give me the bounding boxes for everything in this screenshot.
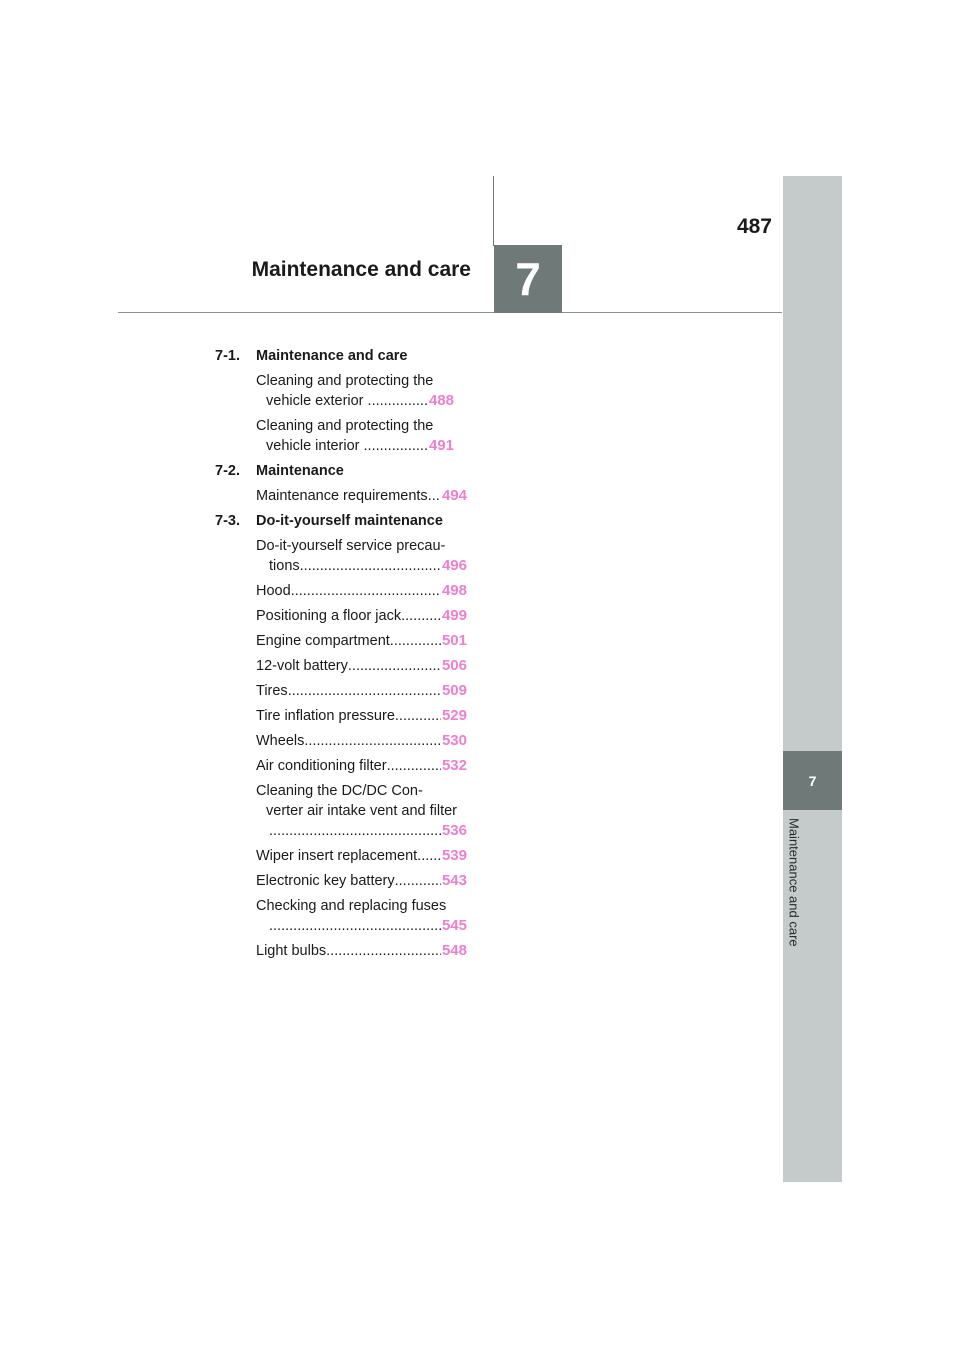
toc-entry[interactable] bbox=[256, 606, 467, 626]
toc-entry-title: Electronic key battery bbox=[256, 873, 395, 889]
toc-entry-title: 12-volt battery bbox=[256, 658, 348, 674]
section-number: 7-2. bbox=[215, 463, 240, 479]
toc-entry-title: Light bulbs bbox=[256, 943, 327, 959]
dot-leader bbox=[291, 581, 441, 601]
table-of-contents bbox=[215, 346, 467, 966]
toc-page-link[interactable]: 532 bbox=[441, 757, 467, 774]
toc-entry-title: Cleaning and protecting the bbox=[256, 418, 434, 434]
toc-entry[interactable] bbox=[256, 681, 467, 701]
header-horizontal-rule bbox=[118, 312, 782, 313]
toc-entry[interactable] bbox=[256, 871, 467, 891]
dot-leader bbox=[395, 706, 441, 726]
toc-page-link[interactable]: 496 bbox=[441, 557, 467, 574]
toc-entry-title: Wheels bbox=[256, 733, 305, 749]
side-tab bbox=[783, 176, 842, 1182]
toc-entry-title: Cleaning and protecting the bbox=[256, 373, 434, 389]
toc-page-link[interactable]: 509 bbox=[441, 682, 467, 699]
toc-section-heading[interactable] bbox=[215, 511, 467, 531]
toc-page-link[interactable]: 545 bbox=[441, 917, 467, 934]
toc-entry-title: Maintenance requirements bbox=[256, 488, 428, 504]
toc-entry-title: Air conditioning filter bbox=[256, 758, 387, 774]
toc-entry-title: Engine compartment bbox=[256, 633, 390, 649]
dot-leader bbox=[395, 871, 441, 891]
toc-entry-title-cont: vehicle interior ................ bbox=[266, 438, 428, 454]
toc-page-link[interactable]: 536 bbox=[441, 822, 467, 839]
toc-section-heading[interactable] bbox=[215, 461, 467, 481]
dot-leader bbox=[288, 681, 441, 701]
toc-entry-title: Tires bbox=[256, 683, 288, 699]
side-tab-chapter-number[interactable]: 7 bbox=[783, 751, 842, 810]
toc-page-link[interactable]: 491 bbox=[428, 437, 455, 454]
section-title: Maintenance bbox=[256, 463, 344, 479]
section-number: 7-1. bbox=[215, 348, 240, 364]
dot-leader bbox=[304, 731, 441, 751]
toc-entry-title: Wiper insert replacement bbox=[256, 848, 418, 864]
dot-leader bbox=[428, 486, 441, 506]
dot-leader bbox=[269, 821, 441, 841]
toc-page-link[interactable]: 543 bbox=[441, 872, 467, 889]
dot-leader bbox=[269, 916, 441, 936]
toc-entry-title: Tire inflation pressure bbox=[256, 708, 395, 724]
toc-entry-title-cont: vehicle exterior ............... bbox=[266, 393, 428, 409]
toc-entry[interactable] bbox=[256, 756, 467, 776]
toc-page-link[interactable]: 548 bbox=[441, 942, 467, 959]
toc-entry[interactable] bbox=[256, 706, 467, 726]
toc-page-link[interactable]: 498 bbox=[441, 582, 467, 599]
toc-entry[interactable] bbox=[256, 731, 467, 751]
toc-page-link[interactable]: 501 bbox=[441, 632, 467, 649]
dot-leader bbox=[348, 656, 441, 676]
toc-entry[interactable] bbox=[256, 941, 467, 961]
toc-page-link[interactable]: 506 bbox=[441, 657, 467, 674]
section-number: 7-3. bbox=[215, 513, 240, 529]
chapter-title: Maintenance and care bbox=[251, 258, 471, 281]
toc-entry-title: Cleaning the DC/DC Con- bbox=[256, 783, 423, 799]
chapter-number-box: 7 bbox=[494, 245, 562, 313]
toc-entry-title: Checking and replacing fuses bbox=[256, 898, 447, 914]
toc-page-link[interactable]: 530 bbox=[441, 732, 467, 749]
dot-leader bbox=[401, 606, 441, 626]
header-vertical-rule bbox=[493, 176, 494, 246]
side-tab-title: Maintenance and care bbox=[786, 818, 802, 947]
toc-entry-title: Hood bbox=[256, 583, 291, 599]
section-title: Do-it-yourself maintenance bbox=[256, 513, 443, 529]
toc-entry-title-cont: verter air intake vent and filter bbox=[266, 803, 458, 819]
toc-entry[interactable] bbox=[256, 846, 467, 866]
toc-page-link[interactable]: 494 bbox=[441, 487, 467, 504]
toc-entry-title: Positioning a floor jack bbox=[256, 608, 402, 624]
toc-page-link[interactable]: 488 bbox=[428, 392, 455, 409]
dot-leader bbox=[387, 756, 441, 776]
toc-entry[interactable] bbox=[256, 581, 467, 601]
toc-entry[interactable] bbox=[256, 781, 467, 841]
toc-entry[interactable] bbox=[256, 536, 467, 576]
toc-entry[interactable] bbox=[256, 896, 467, 936]
toc-page-link[interactable]: 529 bbox=[441, 707, 467, 724]
dot-leader bbox=[390, 631, 441, 651]
toc-entry[interactable] bbox=[256, 371, 467, 411]
toc-page-link[interactable]: 499 bbox=[441, 607, 467, 624]
toc-section-heading[interactable] bbox=[215, 346, 467, 366]
dot-leader bbox=[300, 556, 441, 576]
dot-leader bbox=[417, 846, 441, 866]
toc-entry[interactable] bbox=[256, 656, 467, 676]
section-title: Maintenance and care bbox=[256, 348, 408, 364]
toc-entry[interactable] bbox=[256, 416, 467, 456]
toc-page-link[interactable]: 539 bbox=[441, 847, 467, 864]
toc-entry[interactable] bbox=[256, 486, 467, 506]
toc-entry-title: Do-it-yourself service precau- bbox=[256, 538, 446, 554]
toc-entry[interactable] bbox=[256, 631, 467, 651]
dot-leader bbox=[326, 941, 441, 961]
toc-entry-title-cont: tions bbox=[269, 558, 300, 574]
page-number: 487 bbox=[736, 215, 772, 238]
